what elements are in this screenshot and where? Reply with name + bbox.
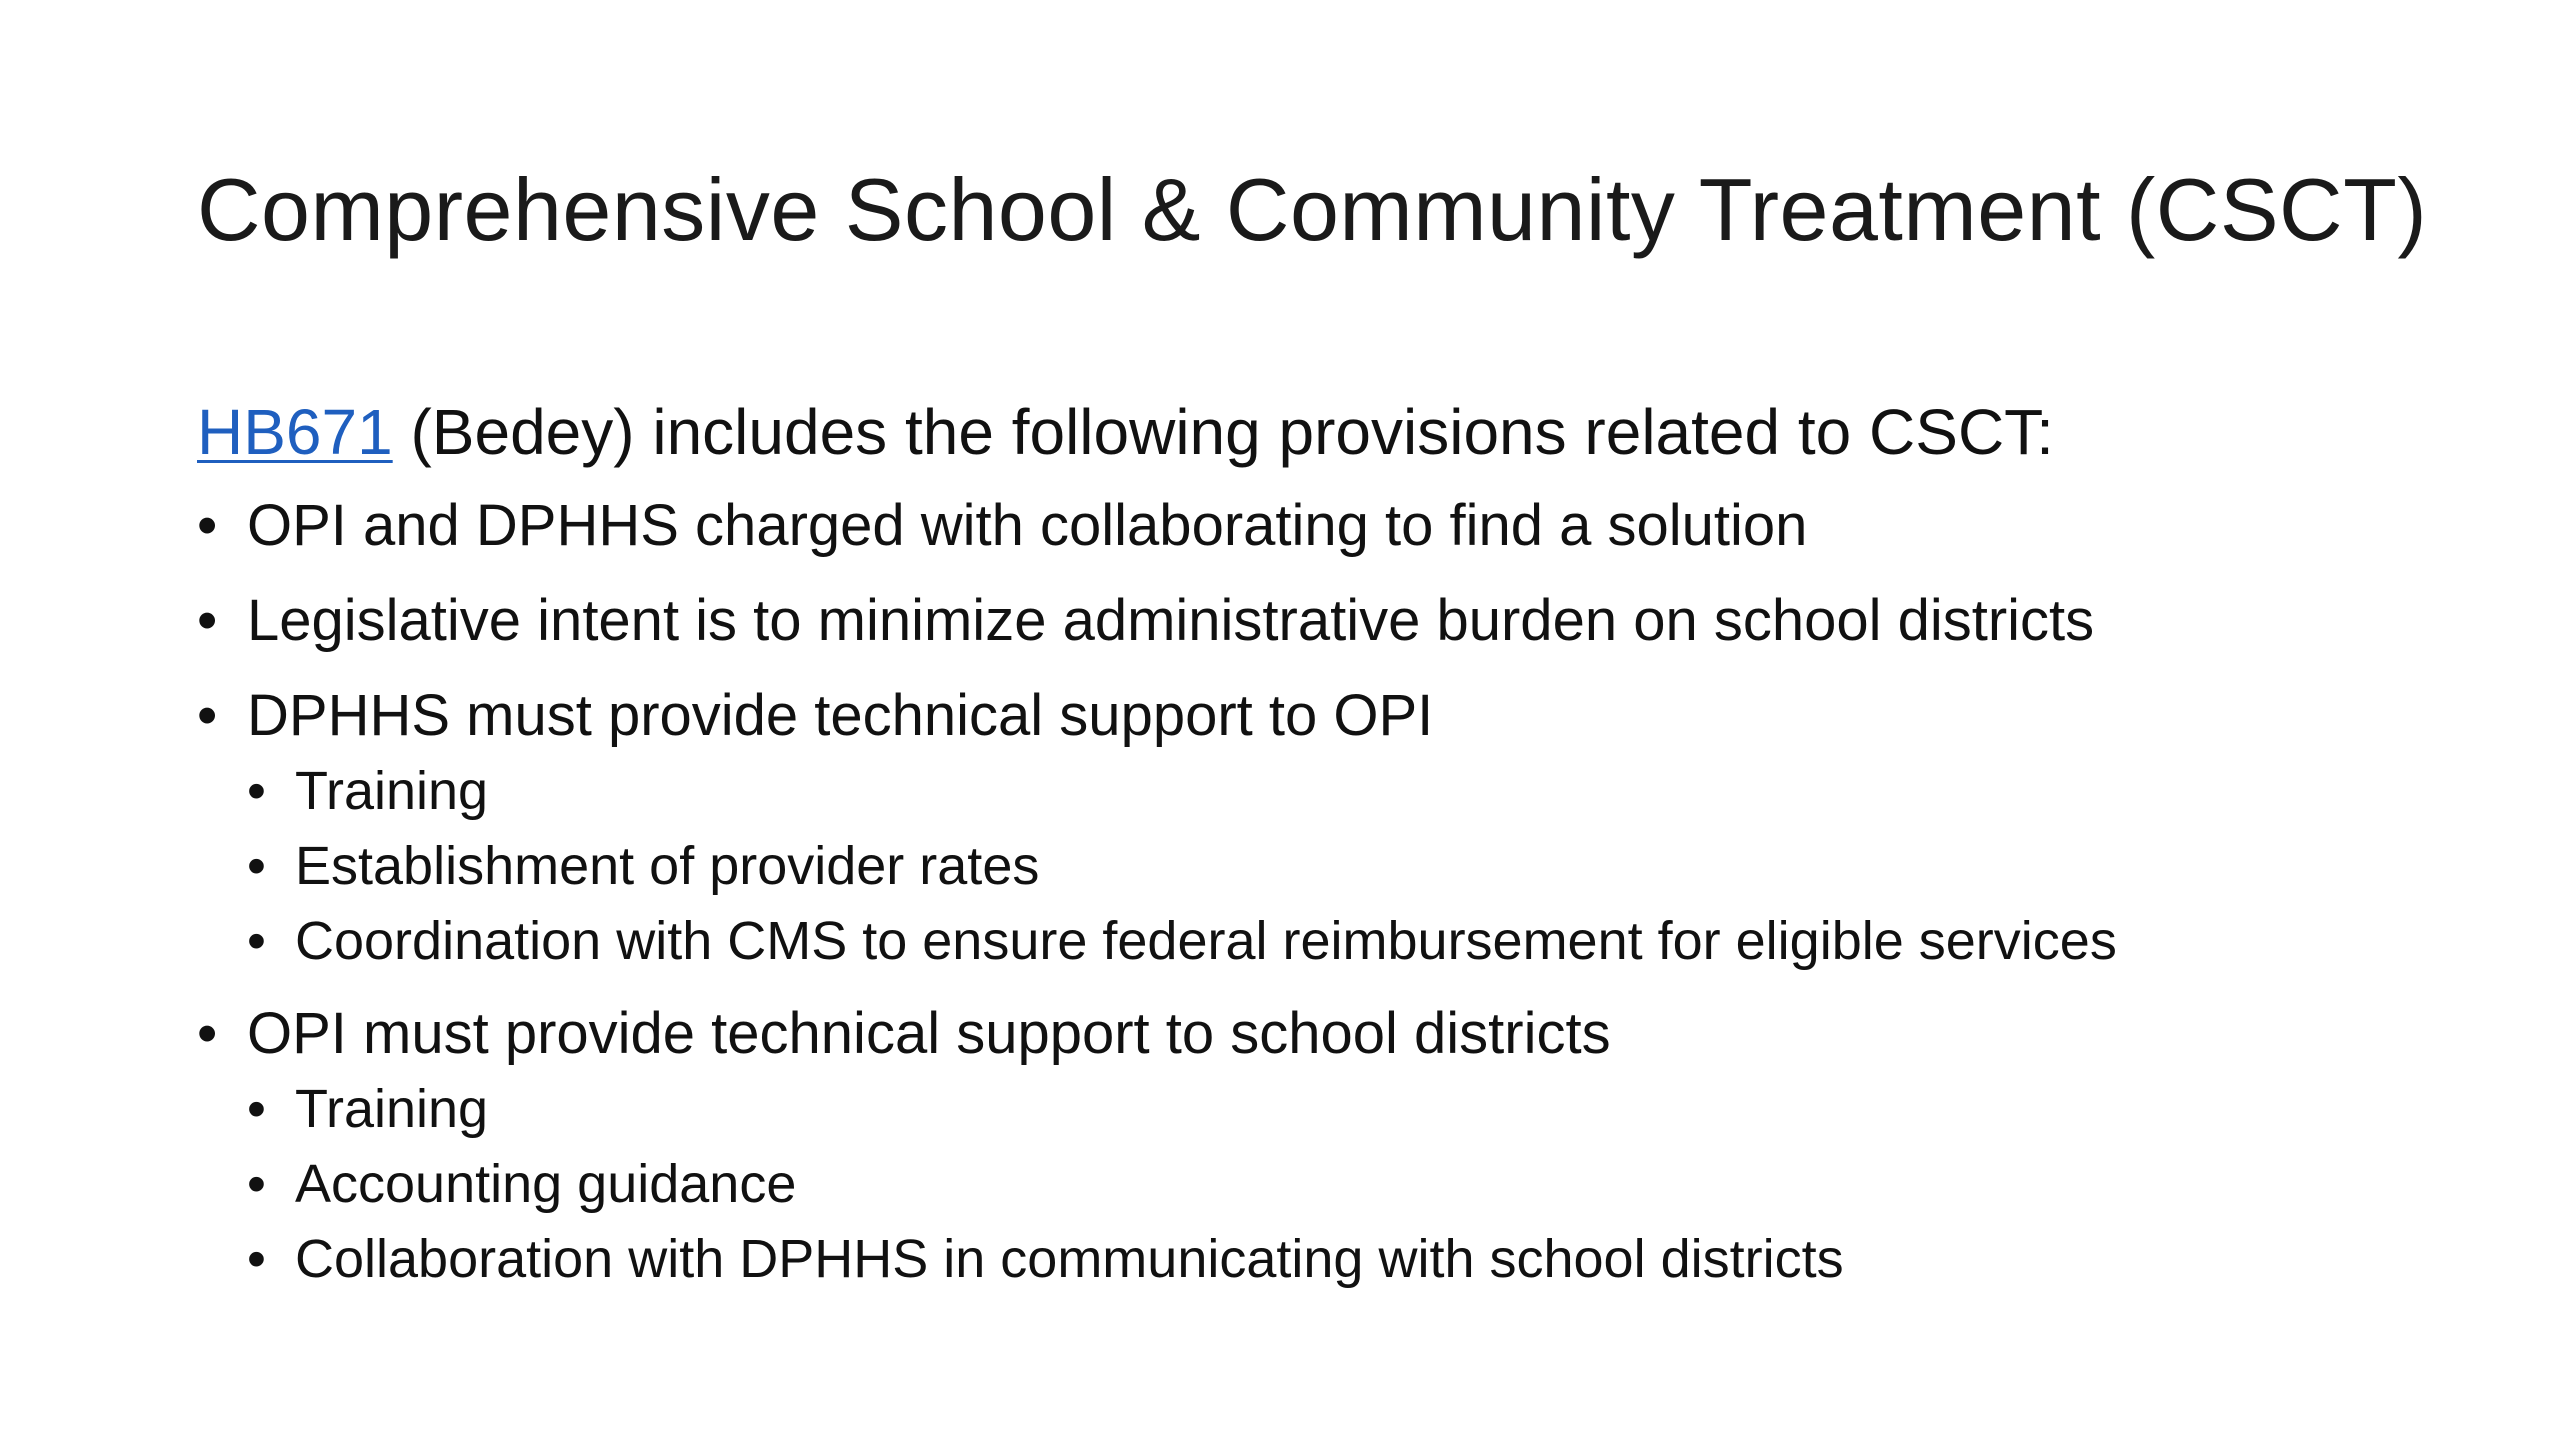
slide-title: Comprehensive School & Community Treatment (CSCT)	[197, 160, 2428, 259]
sub-bullet-item	[247, 1072, 2447, 1147]
bullet-icon: •	[197, 1001, 218, 1066]
bullet-item	[197, 994, 2447, 1297]
bullet-icon: •	[247, 1229, 266, 1289]
sub-bullet-item	[247, 1222, 2447, 1297]
bullet-icon: •	[247, 911, 266, 971]
bullet-icon: •	[247, 1079, 266, 1139]
bullet-item	[197, 676, 2447, 979]
sub-bullet-item	[247, 904, 2447, 979]
sub-bullet-text: Establishment of provider rates	[295, 836, 1040, 896]
bullet-text: Legislative intent is to minimize administrative burden on school districts	[247, 588, 2095, 653]
bullet-item	[197, 581, 2447, 661]
bullet-item	[197, 486, 2447, 566]
sub-bullet-text: Training	[295, 1079, 489, 1139]
bullet-icon: •	[247, 836, 266, 896]
sub-bullet-item	[247, 1147, 2447, 1222]
bullet-text: OPI and DPHHS charged with collaborating to find a solution	[247, 493, 1808, 558]
bullet-icon: •	[247, 761, 266, 821]
hb671-link[interactable]: HB671	[197, 396, 393, 468]
sub-bullet-item	[247, 829, 2447, 904]
sub-bullet-text: Coordination with CMS to ensure federal reimbursement for eligible services	[295, 911, 2117, 971]
sub-bullet-list	[247, 754, 2447, 979]
bullet-icon: •	[197, 683, 218, 748]
sub-bullet-text: Training	[295, 761, 489, 821]
sub-bullet-text: Collaboration with DPHHS in communicating with school districts	[295, 1229, 1844, 1289]
bullet-text: OPI must provide technical support to school districts	[247, 1001, 1611, 1066]
bullet-icon: •	[247, 1154, 266, 1214]
intro-line	[197, 392, 2447, 472]
slide-body	[197, 392, 2447, 1312]
bullet-icon: •	[197, 493, 218, 558]
sub-bullet-text: Accounting guidance	[295, 1154, 797, 1214]
intro-text: (Bedey) includes the following provisions related to CSCT:	[392, 396, 2054, 468]
bullet-text: DPHHS must provide technical support to OPI	[247, 683, 1434, 748]
bullet-icon: •	[197, 588, 218, 653]
sub-bullet-list	[247, 1072, 2447, 1297]
sub-bullet-item	[247, 754, 2447, 829]
bullet-list	[197, 486, 2447, 1297]
